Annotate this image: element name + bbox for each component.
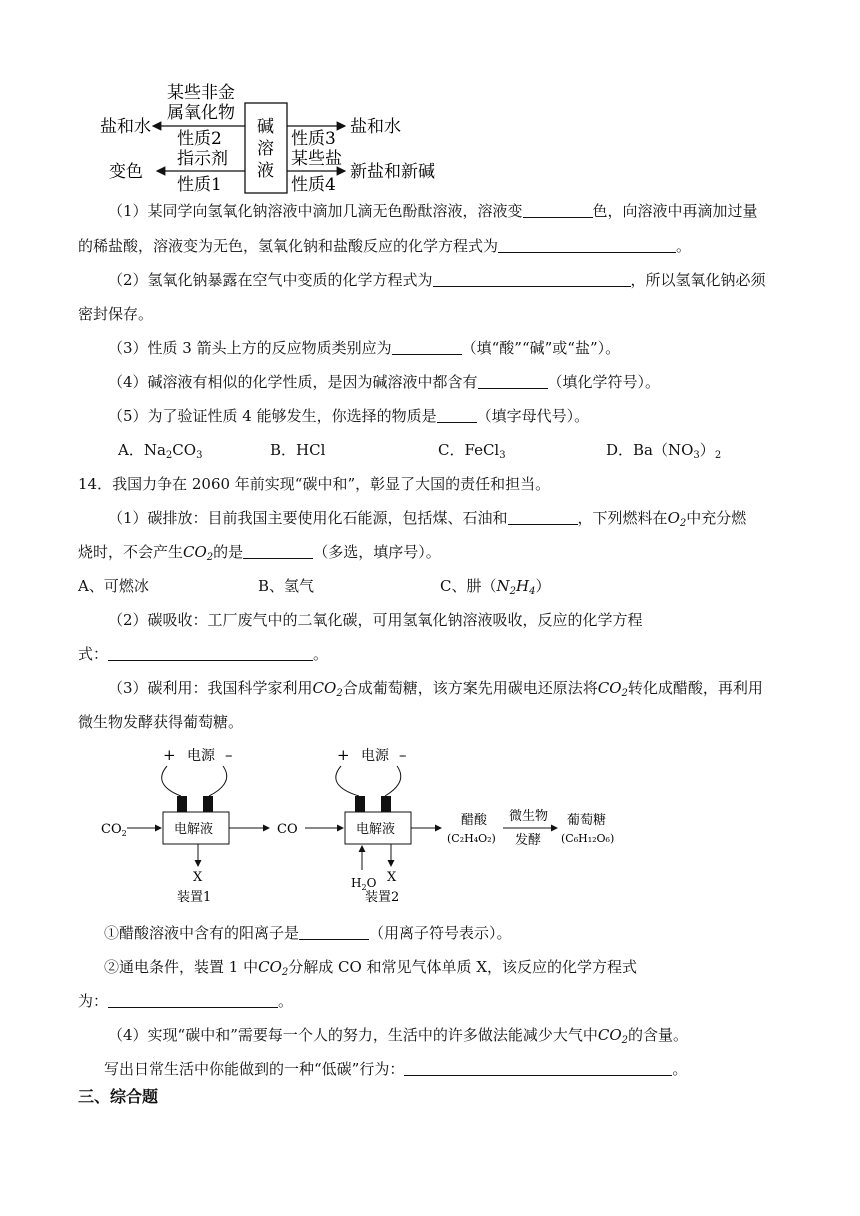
minus-sign-2: – [399,746,407,764]
wire-2a [336,766,359,796]
formula-co2: $CO_2$ [258,958,289,978]
left-top-salt-water: 盐和水 [100,117,151,137]
text: 合成葡萄糖，该方案先用碳电还原法将 [342,679,598,697]
text: 写出日常生活中你能做到的一种“低碳”行为： [104,1060,405,1078]
q13-part3 [108,337,818,359]
text: 。 [672,1060,688,1078]
text: 中充分燃 [686,509,747,527]
acetic-acid-formula: (C₂H₄O₂) [447,832,496,845]
electrode-1a [177,796,187,812]
text: （填化学符号）。 [547,373,661,391]
right-top-salt-water: 盐和水 [350,117,401,137]
q14-part2-line1 [108,609,818,631]
text: （4）碱溶液有相似的化学性质，是因为碱溶液中都含有 [108,373,478,391]
answer-blank[interactable] [299,923,369,940]
glucose-label: 葡萄糖 [567,813,607,828]
q14-part1-line1 [108,507,818,535]
alkali-char-2: 溶 [257,139,274,159]
q14-title [78,473,788,495]
text: （3）碳利用：我国科学家利用 [108,679,313,697]
text: 密封保存。 [78,305,154,323]
alkali-char-1: 碱 [257,117,274,137]
text: ②通电条件，装置 1 中 [104,958,259,976]
text: （填字母代号）。 [476,407,590,425]
glucose-formula: (C₆H₁₂O₆) [561,832,615,845]
power-label-2: 电源 [361,748,389,764]
acetic-acid-label: 醋酸 [461,813,488,828]
text: 的稀盐酸，溶液变为无色，氢氧化钠和盐酸反应的化学方程式为 [78,237,499,255]
text: （多选，填序号）。 [313,543,441,561]
answer-blank[interactable] [404,1059,672,1076]
text: 分解成 CO 和常见气体单质 X，该反应的化学方程式 [288,958,638,976]
minus-sign-1: – [225,746,233,764]
q13-part2-line2 [78,303,788,325]
device-1-label: 装置1 [177,890,212,905]
text: （用离子符号表示）。 [369,924,512,942]
text: （2）氢氧化钠暴露在空气中变质的化学方程式为 [108,271,433,289]
formula-co2: $CO_2$ [312,679,343,699]
q13-option-c[interactable]: C．FeCl$_3$ [438,441,506,461]
electrolysis-diagram [95,740,635,910]
wire-1a [162,766,181,796]
text: 转化成醋酸，再利用 [627,679,763,697]
formula-co2: $CO_2$ [183,543,214,563]
q13-option-d[interactable]: D．$Ba(NO_3)_2$ [606,441,722,461]
text: （4）实现“碳中和”需要每一个人的努力，生活中的许多做法能减少大气中 [108,1026,598,1044]
electrode-2a [355,796,365,812]
answer-blank[interactable] [508,508,578,525]
co2-input: $CO_2$ [101,822,127,838]
q14-part2-line2 [78,643,788,665]
q14-option-a[interactable]: A、可燃冰 [78,577,149,595]
q13-part1-line2 [78,235,788,257]
electrode-2b [381,796,391,812]
answer-blank[interactable] [498,236,676,253]
answer-blank[interactable] [478,372,548,389]
answer-blank[interactable] [433,270,631,287]
text: 烧时，不会产生 [78,543,184,561]
q13-part4 [108,371,818,393]
q13-part2-line1 [108,269,818,291]
q14-part1-line2 [78,541,788,569]
power-label-1: 电源 [187,748,215,764]
electrode-1b [203,796,213,812]
q14-sub1 [104,922,814,944]
q13-option-a[interactable]: A．$Na_2CO_3$ [118,441,203,461]
text: （5）为了验证性质 4 能够发生，你选择的物质是 [108,407,437,425]
device-2-label: 装置2 [365,890,400,905]
label-property-1: 性质1 [177,175,222,195]
text: 微生物发酵获得葡萄糖。 [78,713,244,731]
formula-co2: $CO_2$ [597,679,628,699]
answer-blank[interactable] [243,542,313,559]
wire-2b [385,766,401,796]
text: 。 [313,645,329,663]
answer-blank[interactable] [108,991,278,1008]
h2o-input: $H_2O$ [351,876,377,892]
text: （1）某同学向氢氧化钠溶液中滴加几滴无色酚酞溶液，溶液变 [108,202,523,220]
text: 。 [676,237,692,255]
answer-blank[interactable] [392,338,462,355]
q14-part3-line2 [78,711,788,733]
co-product: CO [277,822,298,837]
text: 的是 [213,543,244,561]
answer-blank[interactable] [523,201,593,218]
q13-option-b[interactable]: B．HCl [270,441,326,459]
formula-o2: $O_2$ [667,509,687,529]
text: ①醋酸溶液中含有的阳离子是 [104,924,300,942]
text: 色，向溶液中再滴加过量 [592,202,758,220]
microbe-label: 微生物 [509,809,549,824]
plus-sign-1: + [163,746,176,764]
wire-1b [209,766,227,796]
gas-x-2: X [387,870,397,885]
q13-part1-line1 [108,200,818,222]
text: （1）碳排放：目前我国主要使用化石能源，包括煤、石油和 [108,509,508,527]
alkali-properties-diagram [95,78,455,198]
ferment-label: 发酵 [515,833,542,848]
answer-blank[interactable] [108,644,313,661]
label-property-2: 性质2 [177,129,222,149]
q14-part3-line1 [108,677,818,705]
text: 式： [78,645,109,663]
text: （填“酸”“碱”或“盐”）。 [461,339,621,357]
electrolyte-label-2: 电解液 [356,822,396,837]
text: 的含量。 [628,1026,689,1044]
answer-blank[interactable] [437,406,477,423]
label-nonmetal-2: 属氧化物 [167,103,235,123]
right-bottom-new-salt-base: 新盐和新碱 [350,162,435,182]
q14-part4-line1 [108,1024,818,1052]
left-bottom-color-change: 变色 [109,162,143,182]
label-some-salt: 某些盐 [291,149,342,169]
alkali-char-3: 液 [257,161,274,181]
q14-option-c[interactable]: C、肼$(N_2H_4)$ [440,577,551,597]
formula-co2: $CO_2$ [597,1026,629,1046]
electrolyte-label-1: 电解液 [174,822,214,837]
label-nonmetal-1: 某些非金 [167,83,235,103]
q14-sub2-line2 [78,990,788,1012]
text: 。 [278,992,294,1010]
label-property-4: 性质4 [291,175,336,195]
plus-sign-2: + [337,746,350,764]
gas-x-1: X [193,870,203,885]
label-property-3: 性质3 [291,129,336,149]
text: （2）碳吸收：工厂废气中的二氧化碳，可用氢氧化钠溶液吸收，反应的化学方程 [108,611,643,629]
text: 为： [78,992,109,1010]
text: ，所以氢氧化钠必须 [630,271,766,289]
text: （3）性质 3 箭头上方的反应物质类别应为 [108,339,392,357]
q14-part4-line2 [104,1058,814,1080]
q14-option-b[interactable]: B、氢气 [258,577,315,595]
q14-sub2-line1 [104,956,814,984]
label-indicator: 指示剂 [177,149,228,169]
text: ，下列燃料在 [577,509,668,527]
text: 14．我国力争在 2060 年前实现“碳中和”，彰显了大国的责任和担当。 [78,475,551,493]
q13-part5 [108,405,818,427]
section-3-heading: 三、综合题 [78,1087,159,1106]
